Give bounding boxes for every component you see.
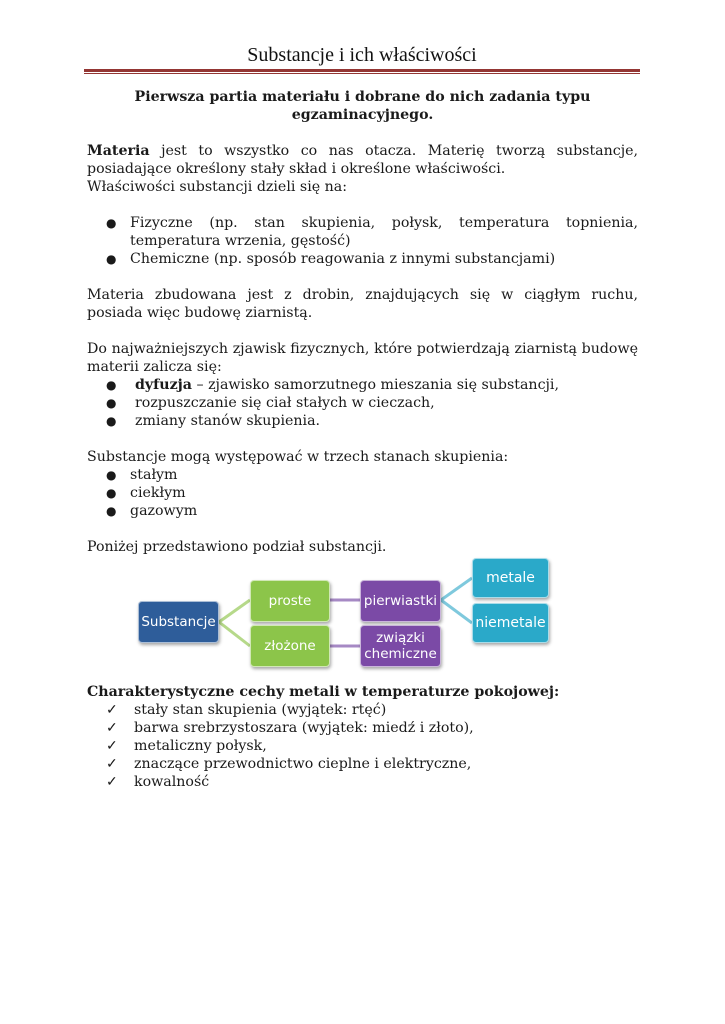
metals-list [87, 701, 638, 791]
checkmark-icon: ✓ [106, 702, 118, 718]
node-metale: metale [472, 558, 549, 598]
properties-intro: Właściwości substancji dzieli się na: [87, 179, 348, 195]
connector-line [441, 600, 472, 623]
connector-line [219, 622, 250, 646]
phenomena-intro: Do najważniejszych zjawisk fizycznych, które potwierdzają ziarnistą budowę materii zalicza się: [87, 341, 638, 375]
list-item: ● stałym [106, 467, 178, 483]
states-list [87, 466, 638, 520]
list-item: ● dyfuzja – zjawisko samorzutnego mieszania się substancji, [106, 377, 559, 393]
materia-definition: jest to wszystko co nas otacza. Materię tworzą substancje, posiadające określony stały skład i określone właściwości. [87, 143, 638, 177]
list-item: ● zmiany stanów skupienia. [106, 413, 321, 429]
metals-title: Charakterystyczne cechy metali w temperaturze pokojowej: [87, 684, 560, 700]
structure-paragraph: Materia zbudowana jest z drobin, znajdujących się w ciągłym ruchu, posiada więc budowę ziarnistą. [87, 287, 638, 321]
node-niemetale: niemetale [472, 603, 549, 643]
states-intro: Substancje mogą występować w trzech stanach skupienia: [87, 449, 509, 465]
checkmark-icon: ✓ [106, 738, 118, 754]
node-substancje: Substancje [138, 601, 219, 643]
node-zwiazki-chemiczne: związki chemiczne [360, 625, 441, 667]
list-item: ● ciekłym [106, 485, 186, 501]
list-item: ✓ stały stan skupienia (wyjątek: rtęć) [106, 702, 387, 718]
node-proste: proste [250, 580, 330, 622]
bullet-icon: ● [106, 252, 117, 266]
page-header: Substancje i ich właściwości [247, 44, 477, 66]
document-body [87, 88, 638, 556]
phenomena-list [87, 376, 638, 430]
connector-line [441, 578, 472, 600]
checkmark-icon: ✓ [106, 774, 118, 790]
node-pierwiastki: pierwiastki [360, 580, 441, 622]
bullet-icon: ● [106, 396, 117, 410]
bullet-icon: ● [106, 414, 117, 428]
list-item: ● Fizyczne (np. stan skupienia, połysk, temperatura topnienia, temperatura wrzenia, gęstość) [106, 215, 638, 249]
checkmark-icon: ✓ [106, 756, 118, 772]
list-item: ● Chemiczne (np. sposób reagowania z innymi substancjami) [106, 251, 556, 267]
header-rule [84, 69, 640, 72]
list-item: ✓ kowalność [106, 774, 210, 790]
metals-section [87, 683, 638, 791]
list-item: ● gazowym [106, 503, 198, 519]
intro-title: Pierwsza partia materiału i dobrane do nich zadania typu egzaminacyjnego. [134, 89, 591, 123]
materia-paragraph [87, 142, 638, 178]
bullet-icon: ● [106, 486, 117, 500]
bullet-icon: ● [106, 504, 117, 518]
list-item: ● rozpuszczanie się ciał stałych w cieczach, [106, 395, 435, 411]
materia-term: Materia [87, 143, 150, 159]
list-item: ✓ znaczące przewodnictwo cieplne i elektryczne, [106, 756, 472, 772]
division-paragraph: Poniżej przedstawiono podział substancji. [87, 539, 387, 555]
list-item: ✓ metaliczny połysk, [106, 738, 267, 754]
properties-list [87, 214, 638, 268]
list-item: ✓ barwa srebrzystoszara (wyjątek: miedź i złoto), [106, 720, 474, 736]
bullet-icon: ● [106, 468, 117, 482]
bullet-icon: ● [106, 216, 117, 230]
header-rule-thin [84, 73, 640, 74]
connector-line [219, 600, 250, 622]
node-zlozone: złożone [250, 625, 330, 667]
bullet-icon: ● [106, 378, 117, 392]
checkmark-icon: ✓ [106, 720, 118, 736]
